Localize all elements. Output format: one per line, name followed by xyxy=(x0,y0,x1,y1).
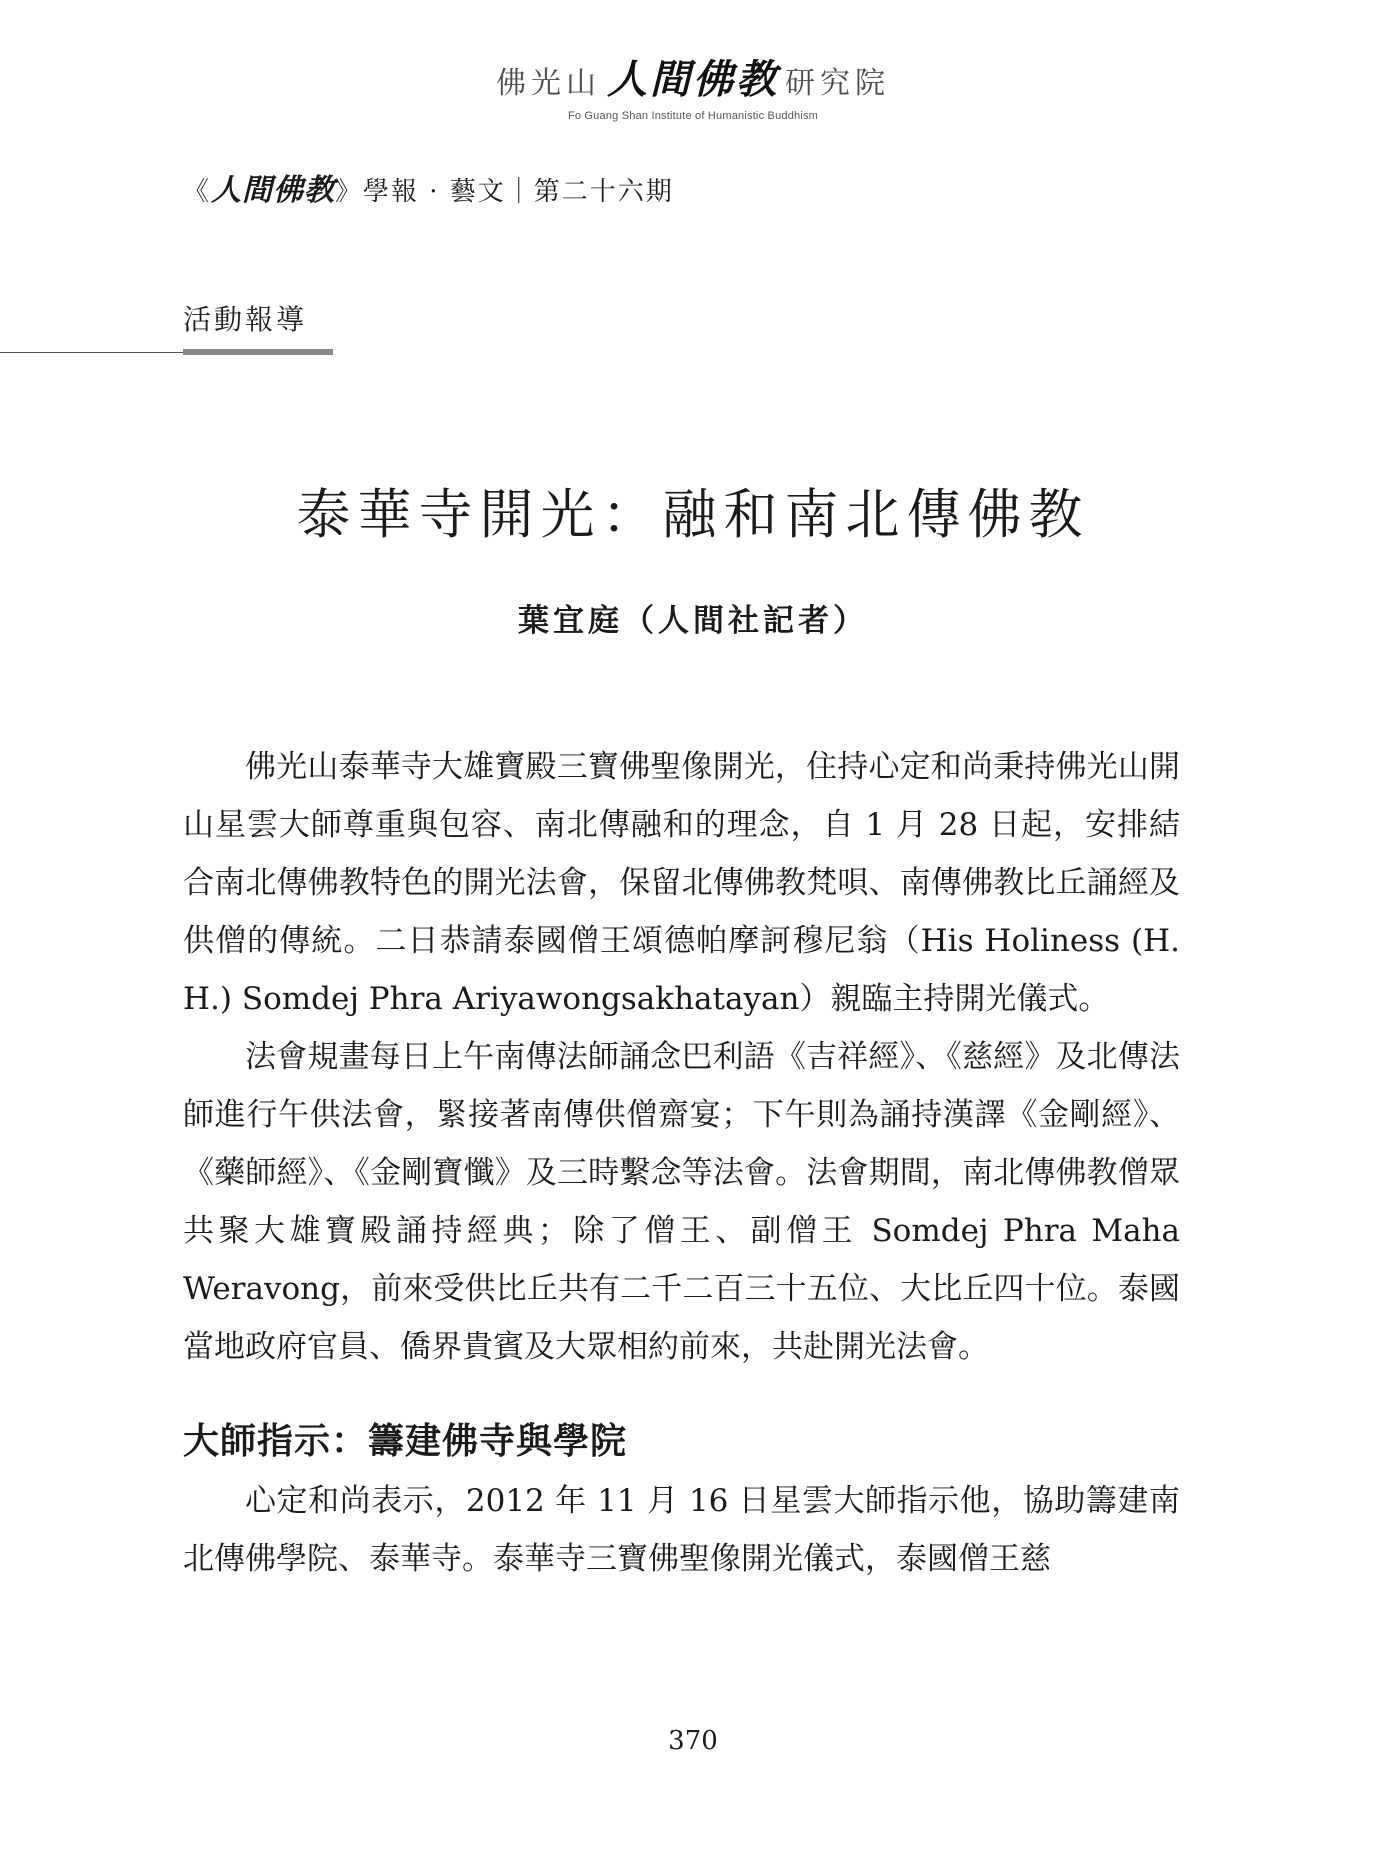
institute-prefix: 佛光山 xyxy=(496,66,601,101)
section-underline-bar xyxy=(183,349,333,355)
journal-issue-info: 》學報 · 藝文｜第二十六期 xyxy=(335,177,674,207)
page-number: 370 xyxy=(668,1726,718,1756)
section-subheading: 大師指示：籌建佛寺與學院 xyxy=(183,1420,628,1462)
institute-suffix: 研究院 xyxy=(785,66,890,101)
paragraph: 心定和尚表示，2012 年 11 月 16 日星雲大師指示他，協助籌建南北傳佛學院、泰華寺。泰華寺三寶佛聖像開光儀式，泰國僧王慈 xyxy=(183,1483,1180,1577)
institute-header xyxy=(0,56,1386,122)
journal-open-bracket: 《 xyxy=(183,177,212,207)
institute-brand-logo: 人間佛教 xyxy=(607,56,779,103)
institute-name xyxy=(0,56,1386,104)
institute-english-name: Fo Guang Shan Institute of Humanistic Buddhism xyxy=(567,110,819,122)
paragraph: 法會規畫每日上午南傳法師誦念巴利語《吉祥經》、《慈經》及北傳法師進行午供法會，緊接著南傳供僧齋宴；下午則為誦持漢譯《金剛經》、《藥師經》、《金剛寶懺》及三時繫念等法會。法會期間，南北傳佛教僧眾共聚大雄寶殿誦持經典；除了僧王、副僧王 Somdej Phra Maha Weravong，前來受供比丘共有二千二百三十五位、大比丘四十位。泰國當地政府官員、僑界貴賓及大眾相約前來，共赴開光法會。 xyxy=(183,1039,1180,1365)
article-body xyxy=(183,738,1180,1588)
section-label: 活動報導 xyxy=(183,303,308,336)
journal-running-head xyxy=(183,165,674,209)
article-title: 泰華寺開光：融和南北傳佛教 xyxy=(296,483,1090,546)
journal-name-logo: 人間佛教 xyxy=(211,173,336,208)
article-author: 葉宜庭（人間社記者） xyxy=(518,603,868,639)
paragraph: 佛光山泰華寺大雄寶殿三寶佛聖像開光，住持心定和尚秉持佛光山開山星雲大師尊重與包容、南北傳融和的理念，自 1 月 28 日起，安排結合南北傳佛教特色的開光法會，保留北傳佛教梵唄、南傳佛教比丘誦經及供僧的傳統。二日恭請泰國僧王頌德帕摩訶穆尼翁（His Holiness (H. H.) Somdej Phra Ariyawongsakhatayan）親臨主持開光儀式。 xyxy=(183,749,1180,1017)
